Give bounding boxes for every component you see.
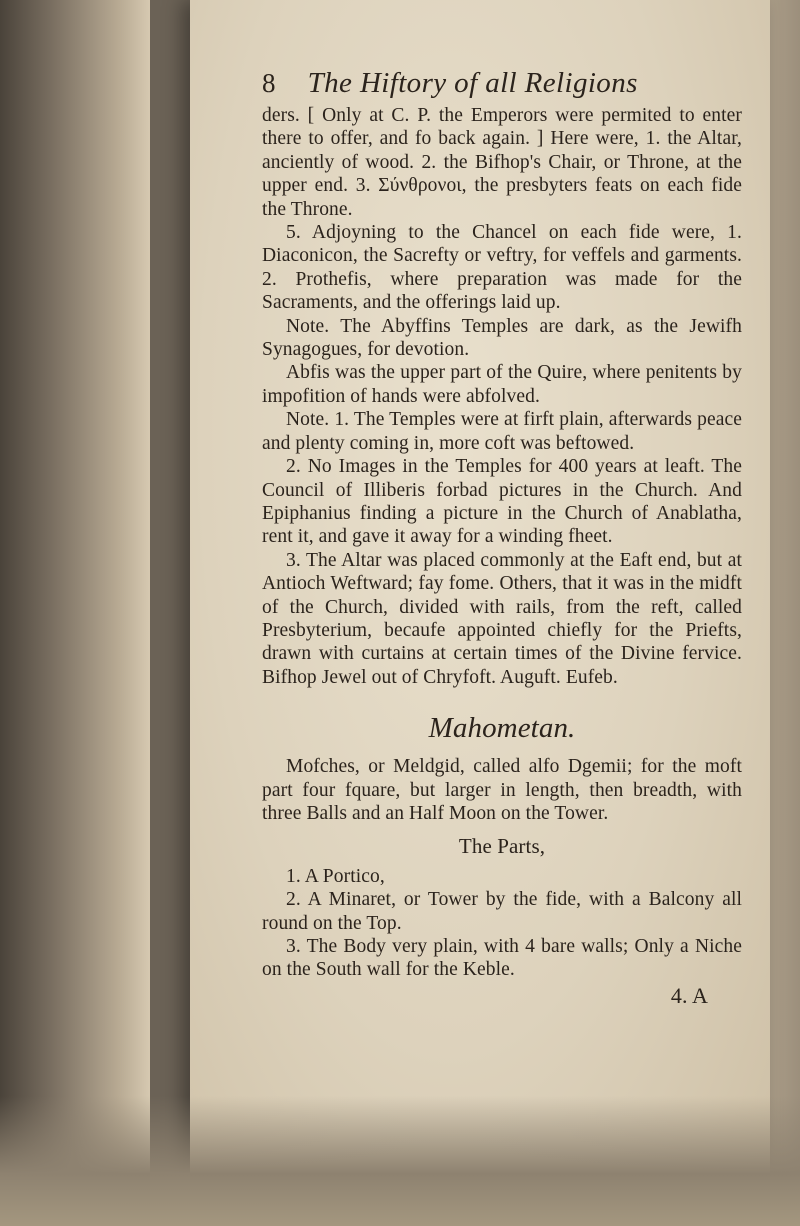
list-item-body: 3. The Body very plain, with 4 bare walls; Only a Niche on the South wall for the Keble. (262, 936, 742, 981)
subheading-the-parts: The Parts, (458, 834, 546, 859)
paragraph-note-temples-plain: Note. 1. The Temples were at firft plain, afterwards peace and plenty coming in, more coft was beftowed. (262, 409, 742, 454)
running-head (262, 66, 742, 100)
paragraph-altar-placement: 3. The Altar was placed commonly at the Eaft end, but at Antioch Weftward; fay fome. Others, that it was in the midft of the Church, divided with rails, from the reft, called Presbyterium, becaufe appointed chiefly for the Priefts, drawn with curtains at certain times of the Divine fervice. Bifhop Jewel out of Chryfoft. Auguft. Eufeb. (262, 549, 742, 688)
scan-bottom-shadow (0, 1096, 800, 1226)
paragraph-absis: Abfis was the upper part of the Quire, where penitents by impofition of hands were abfolved. (262, 362, 742, 407)
page-number: 8 (262, 68, 276, 98)
paragraph-mosques: Mofches, or Meldgid, called alfo Dgemii; for the moft part four fquare, but larger in length, then breadth, with three Balls and an Half Moon on the Tower. (262, 756, 742, 824)
list-item-portico: 1. A Portico, (286, 865, 385, 887)
paragraph-chancel-continued: ders. [ Only at C. P. the Emperors were permited to enter there to offer, and fo back again. ] Here were, 1. the Altar, anciently of wood. 2. the Bifhop's Chair, or Throne, at the upper end. 3. Σύνθρονοι, the presbyters feats on each fide the Throne. (262, 105, 742, 220)
section-heading-mahometan: Mahometan. (428, 712, 576, 745)
list-item-minaret: 2. A Minaret, or Tower by the fide, with a Balcony all round on the Top. (262, 889, 742, 934)
catchword: 4. A (670, 982, 708, 1008)
scan-left-edge (0, 0, 150, 1226)
book-page (190, 0, 770, 1226)
paragraph-no-images: 2. No Images in the Temples for 400 years at leaft. The Council of Illiberis forbad pictures in the Church. And Epiphanius finding a picture in the Church of Anablatha, rent it, and gave it away for a winding fheet. (262, 456, 742, 548)
paragraph-adjoyning-chancel: 5. Adjoyning to the Chancel on each fide were, 1. Diaconicon, the Sacrefty or veftry, for veffels and garments. 2. Prothefis, where preparation was made for the Sacraments, and the offerings laid up. (262, 222, 742, 314)
paragraph-note-abyssins: Note. The Abyffins Temples are dark, as the Jewifh Synagogues, for devotion. (262, 315, 742, 361)
page-content (262, 66, 742, 1007)
running-title: The Hiftory of all Religions (307, 67, 638, 99)
